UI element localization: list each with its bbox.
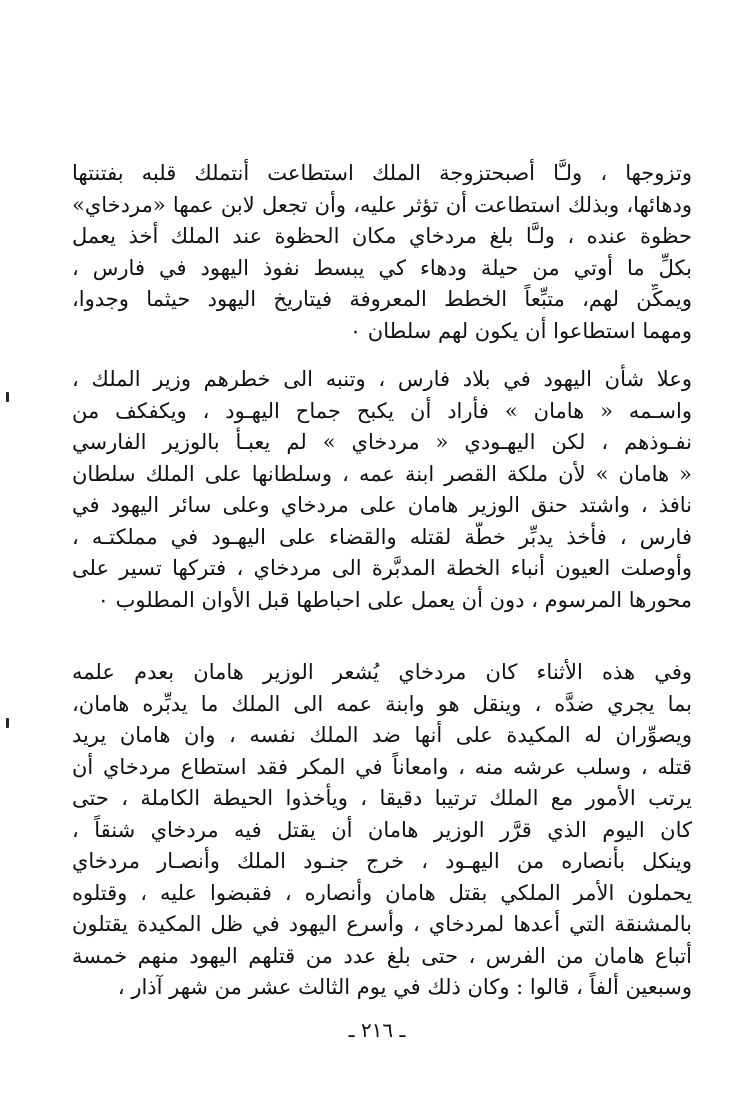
text-line: يحملون الأمر الملكي بقتل هامان وأنصاره ، فقبضوا عليه ، وقتلوه	[72, 880, 692, 905]
text-line: بكلِّ ما أوتي من حيلة ودهاء كي يبسط نفوذ اليهود في فارس ،	[72, 255, 692, 280]
paragraph-1	[72, 158, 692, 347]
margin-mark	[6, 718, 9, 728]
text-line: وسبعين ألفاً ، قالوا : وكان ذلك في يوم الثالث عشر من شهر آذار ،	[117, 975, 692, 999]
text-line: ويمكِّن لهم، متبِّعاً الخطط المعروفة فيتاريخ اليهود حيثما وجدوا،	[72, 287, 692, 311]
text-line: بالمشنقة التي أعدها لمردخاي ، وأسرع اليهود في ظل المكيدة يقتلون	[72, 912, 692, 936]
text-line: ومهما استطاعوا أن يكون لهم سلطان ٠	[349, 318, 692, 343]
text-line: « هامان » لأن ملكة القصر ابنة عمه ، وسلطانها على الملك سلطان	[72, 461, 692, 486]
text-line: أتباع هامان من الفرس ، حتى بلغ عدد من قتلهم اليهود منهم خمسة	[72, 943, 692, 968]
margin-mark	[6, 392, 9, 402]
text-line: قتله ، وسلب عرشه منه ، وامعاناً في المكر فقد استطاع مردخاي أن	[72, 754, 692, 779]
text-line: وتزوجها ، ولـَّا أصبحتزوجة الملك استطاعت أنتملك قلبه بفتنتها	[72, 161, 692, 185]
text-line: يرتب الأمور مع الملك ترتيبا دقيقا ، ويأخذوا الحيطة الكاملة ، حتى	[72, 786, 692, 810]
text-line: محورها المرسوم ، دون أن يعمل على احباطها قبل الأوان المطلوب ٠	[97, 587, 692, 612]
text-line: كان اليوم الذي قرَّر الوزير هامان أن يقتل فيه مردخاي شنقاً ،	[72, 817, 692, 842]
text-line: ويصوِّران له المكيدة على أنها ضد الملك نفسه ، وان هامان يريد	[72, 723, 692, 747]
text-line: نافذ ، واشتد حنق الوزير هامان على مردخاي وعلى سائر اليهود في	[72, 493, 692, 517]
text-line: فارس ، فأخذ يدبِّر خطَّة لقتله والقضاء على اليهـود في مملكتـه ،	[72, 524, 692, 549]
text-line: بما يجري ضدَّه ، وينقل هو وابنة عمه الى الملك ما يدبِّره هامان،	[72, 691, 692, 716]
paragraph-3	[72, 657, 692, 1004]
paragraph-2	[72, 364, 692, 616]
text-line: حظوة عنده ، ولـَّا بلغ مردخاي مكان الحظوة عند الملك أخذ يعمل	[72, 224, 692, 248]
text-line: ودهائها، وبذلك استطاعت أن تؤثر عليه، وأن تجعل لابن عمها «مردخاي»	[72, 192, 692, 217]
text-line: واسـمه « هامان » فأراد أن يكبح جماح اليهـود ، ويكفكف من	[72, 398, 692, 423]
text-line: نفـوذهم ، لكن اليهـودي « مردخاي » لم يعبـأ بالوزير الفارسي	[72, 430, 692, 454]
text-line: وينكل بأنصاره من اليهـود ، خرج جنـود الملك وأنصـار مردخاي	[72, 849, 692, 873]
text-line: وفي هذه الأثناء كان مردخاي يُشعر الوزير هامان بعدم علمه	[72, 660, 692, 684]
page-number: ـ ٢١٦ ـ	[348, 1018, 406, 1042]
text-line: وعلا شأن اليهود في بلاد فارس ، وتنبه الى خطرهم وزير الملك ،	[72, 367, 692, 391]
text-line: وأوصلت العيون أنباء الخطة المدبَّرة الى مردخاي ، فتركها تسير على	[72, 556, 692, 580]
